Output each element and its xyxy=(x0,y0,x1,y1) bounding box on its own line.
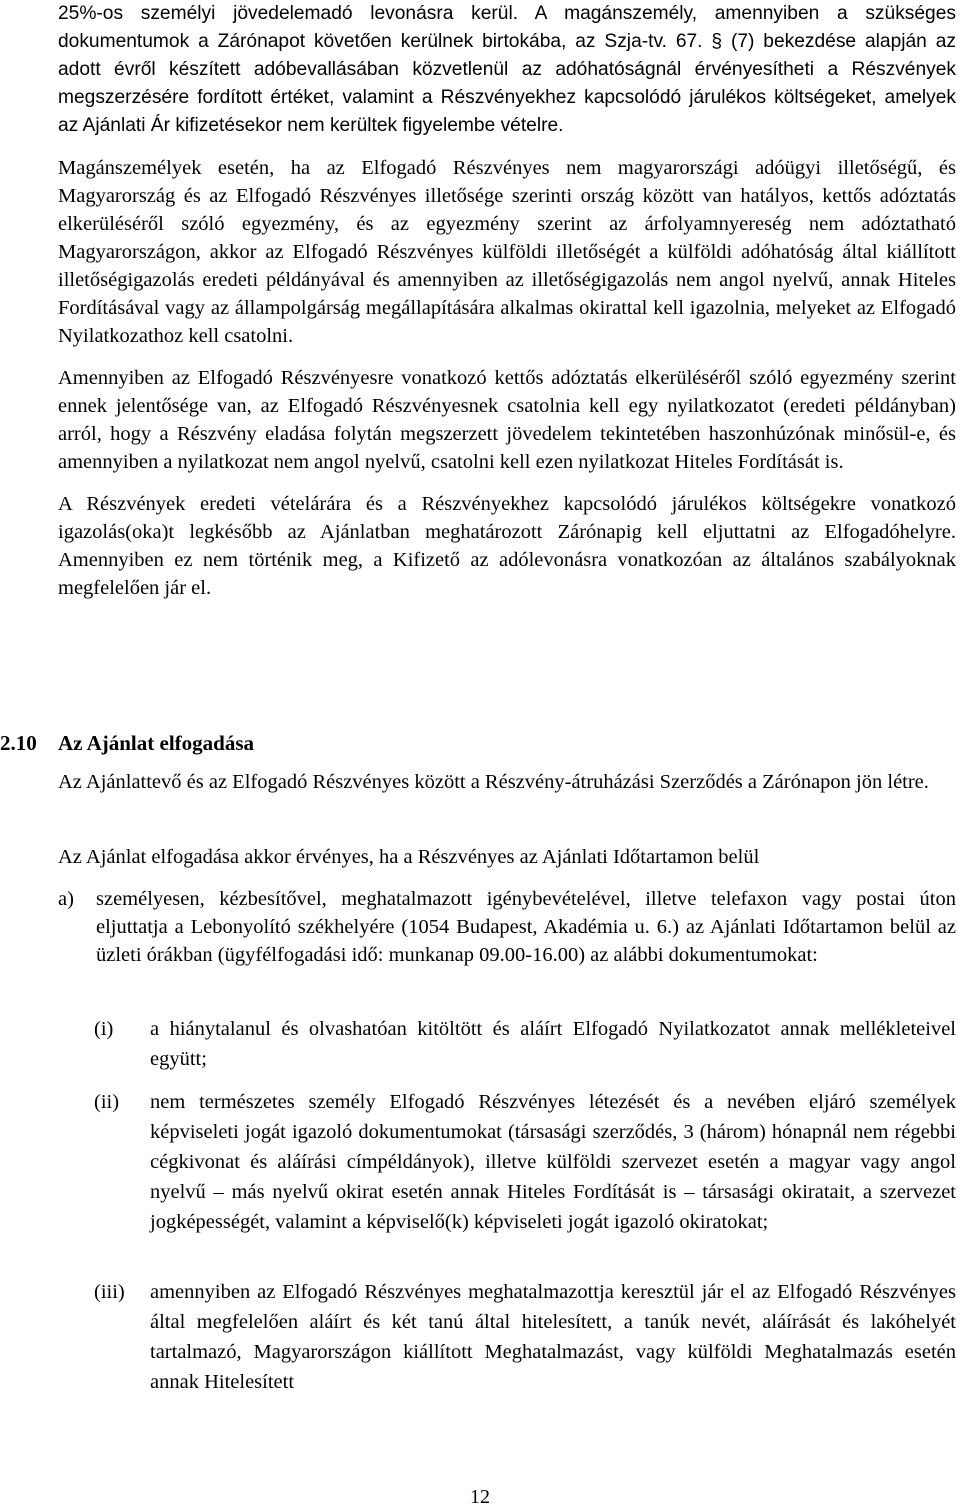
intro-paragraph: 25%-os személyi jövedelemadó levonásra kerül. A magánszemély, amennyiben a szükséges dokumentumok a Zárónapot követően kerülnek birtokába, az Szja-tv. 67. § (7) bekezdése alapján az adott évről készített adóbevallásában közvetlenül az adóhatóságnál érvényesítheti a Részvények megszerzésére fordított értéket, valamint a Részvényekhez kapcsolódó járulékos költségeket, amelyek az Ajánlati Ár kifizetésekor nem kerültek figyelembe vételre. xyxy=(58,3,956,136)
sub-item-i xyxy=(94,1014,956,1074)
sub-item-text: amennyiben az Elfogadó Részvényes meghatalmazottja keresztül jár el az Elfogadó Részvényes által megfelelően aláírt és két tanú által hitelesített, a tanúk nevét, aláírását és lakóhelyét tartalmazó, Magyarországon kiállított Meghatalmazást, vagy külföldi Meghatalmazás esetén annak Hitelesített xyxy=(150,1281,956,1393)
document-body xyxy=(58,0,956,602)
sub-item-text: a hiánytalanul és olvashatóan kitöltött és aláírt Elfogadó Nyilatkozatot annak mellékleteivel együtt; xyxy=(150,1018,956,1070)
paragraph-tax-residency: Magánszemélyek esetén, ha az Elfogadó Részvényes nem magyarországi adóügyi illetőségű, és Magyarország és az Elfogadó Részvényes illetősége szerinti ország között van hatályos, kettős adóztatás elkerüléséről szóló egyezmény, és az egyezmény szerint az árfolyamnyereség nem adóztatható Magyarországon, akkor az Elfogadó Részvényes külföldi illetőségét a külföldi adóhatóság által kiállított illetőségigazolás eredeti példányával és amennyiben az illetőségigazolás nem angol nyelvű, annak Hiteles Fordításával vagy az állampolgárság megállapítására alkalmas okirattal kell igazolnia, melyeket az Elfogadó Nyilatkozathoz kell csatolni. xyxy=(58,157,956,347)
section-paragraph-acceptance: Az Ajánlat elfogadása akkor érvényes, ha a Részvényes az Ajánlati Időtartamon belül xyxy=(58,846,760,868)
sub-item-marker: (ii) xyxy=(94,1091,120,1113)
sub-item-marker: (i) xyxy=(94,1018,114,1040)
section-number: 2.10 xyxy=(0,731,37,755)
sub-item-text: nem természetes személy Elfogadó Részvényes létezését és a nevében eljáró személyek képviseleti jogát igazoló dokumentumokat (társasági szerződés, 3 (három) hónapnál nem régebbi cégkivonat és aláírási címpéldányok), illetve külföldi szervezet esetén a magyar vagy angol nyelvű – más nyelvű okirat esetén annak Hiteles Fordítását is – társasági okiratait, a szervezet jogképességét, valamint a képviselő(k) képviseleti jogát igazoló okiratokat; xyxy=(150,1091,956,1233)
list-item-text: személyesen, kézbesítővel, meghatalmazott igénybevételével, illetve telefaxon vagy postai úton eljuttatja a Lebonyolító székhelyére (1054 Budapest, Akadémia u. 6.) az Ajánlati Időtartamon belül az üzleti órákban (ügyfélfogadási idő: munkanap 09.00-16.00) az alábbi dokumentumokat: xyxy=(96,888,956,966)
list-marker: a) xyxy=(58,888,74,910)
paragraph-purchase-price: A Részvények eredeti vételárára és a Részvényekhez kapcsolódó járulékos költségekre vonatkozó igazolás(oka)t legkésőbb az Ajánlatban meghatározott Zárónapig kell eljuttatni az Elfogadóhelyre. Amennyiben ez nem történik meg, a Kifizető az adólevonásra vonatkozóan az általános szabályoknak megfelelően jár el. xyxy=(58,493,956,599)
list-item-a xyxy=(58,885,956,969)
section-title: Az Ajánlat elfogadása xyxy=(58,731,254,755)
sub-item-ii xyxy=(94,1087,956,1237)
sub-item-iii xyxy=(94,1277,956,1397)
section-heading xyxy=(0,729,958,757)
section-paragraph-contract: Az Ajánlattevő és az Elfogadó Részvényes között a Részvény-átruházási Szerződés a Zárónapon jön létre. xyxy=(58,771,929,793)
page-number: 12 xyxy=(470,1486,490,1508)
sub-item-marker: (iii) xyxy=(94,1281,125,1303)
paragraph-double-taxation: Amennyiben az Elfogadó Részvényesre vonatkozó kettős adóztatás elkerüléséről szóló egyezmény szerint ennek jelentősége van, az Elfogadó Részvényesnek csatolnia kell egy nyilatkozatot (eredeti példányban) arról, hogy a Részvény eladása folytán megszerzett jövedelem tekintetében haszonhúzónak minősül-e, és amennyiben a nyilatkozat nem angol nyelvű, csatolni kell ezen nyilatkozat Hiteles Fordítását is. xyxy=(58,367,956,473)
